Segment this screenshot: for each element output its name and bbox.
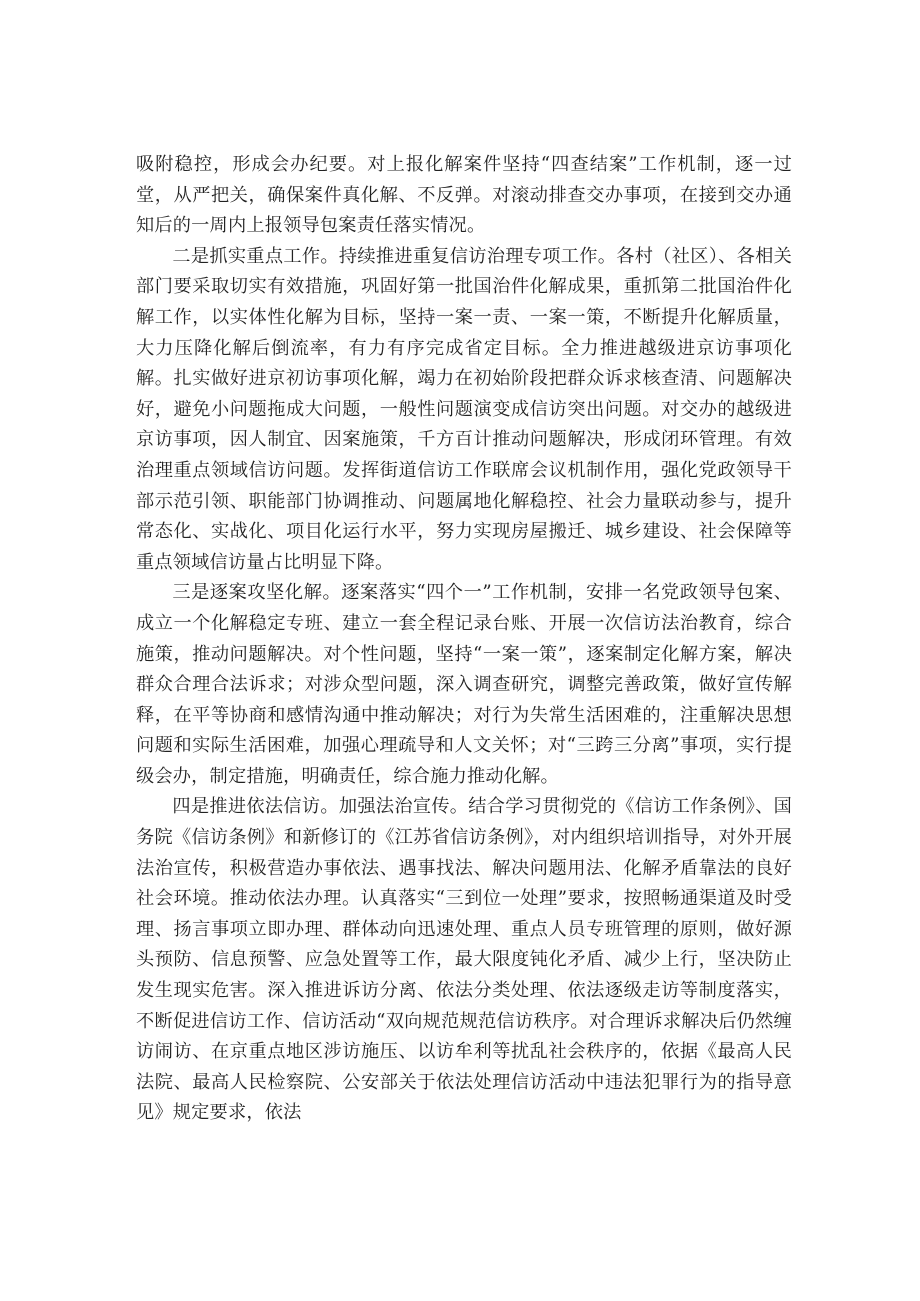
paragraph-case-resolution: 三是逐案攻坚化解。逐案落实“四个一”工作机制，安排一名党政领导包案、成立一个化解稳定专班、建立一套全程记录台账、开展一次信访法治教育，综合施策，推动问题解决。对个性问题，坚持“一案一策”，逐案制定化解方案，解决群众合理合法诉求；对涉众型问题，深入调查研究，调整完善政策，做好宣传解释，在平等协商和感情沟通中推动解决；对行为失常生活困难的，注重解决思想问题和实际生活困难，加强心理疏导和人文关怀；对“三跨三分离”事项，实行提级会办，制定措施，明确责任，综合施力推动化解。 [136,582,793,787]
document-body [136,150,792,1129]
paragraph-continuation: 吸附稳控，形成会办纪要。对上报化解案件坚持“四查结案”工作机制，逐一过堂，从严把关，确保案件真化解、不反弹。对滚动排查交办事项，在接到交办通知后的一周内上报领导包案责任落实情况。 [136,154,792,237]
paragraph-key-work: 二是抓实重点工作。持续推进重复信访治理专项工作。各村（社区）、各相关部门要采取切实有效措施，巩固好第一批国治件化解成果，重抓第二批国治件化解工作，以实体性化解为目标，坚持一案一责、一案一策，不断提升化解质量，大力压降化解后倒流率，有力有序完成省定目标。全力推进越级进京访事项化解。扎实做好进京初访事项化解，竭力在初始阶段把群众诉求核查清、问题解决好，避免小问题拖成大问题，一般性问题演变成信访突出问题。对交办的越级进京访事项，因人制宜、因案施策，千方百计推动问题解决，形成闭环管理。有效治理重点领域信访问题。发挥街道信访工作联席会议机制作用，强化党政领导干部示范引领、职能部门协调推动、问题属地化解稳控、社会力量联动参与，提升常态化、实战化、项目化运行水平，努力实现房屋搬迁、城乡建设、社会保障等重点领域信访量占比明显下降。 [136,245,792,573]
paragraph-lawful-petition: 四是推进依法信访。加强法治宣传。结合学习贯彻党的《信访工作条例》、国务院《信访条例》和新修订的《江苏省信访条例》，对内组织培训指导，对外开展法治宣传，积极营造办事依法、遇事找法、解决问题用法、化解矛盾靠法的良好社会环境。推动依法办理。认真落实“三到位一处理”要求，按照畅通渠道及时受理、扬言事项立即办理、群体动向迅速处理、重点人员专班管理的原则，做好源头预防、信息预警、应急处置等工作，最大限度钝化矛盾、减少上行，坚决防止发生现实危害。深入推进诉访分离、依法分类处理、依法逐级走访等制度落实，不断促进信访工作、信访活动“双向规范规范信访秩序。对合理诉求解决后仍然缠访闹访、在京重点地区涉访施压、以访牟利等扰乱社会秩序的，依据《最高人民法院、最高人民检察院、公安部关于依法处理信访活动中违法犯罪行为的指导意见》规定要求，依法 [136,796,792,1124]
